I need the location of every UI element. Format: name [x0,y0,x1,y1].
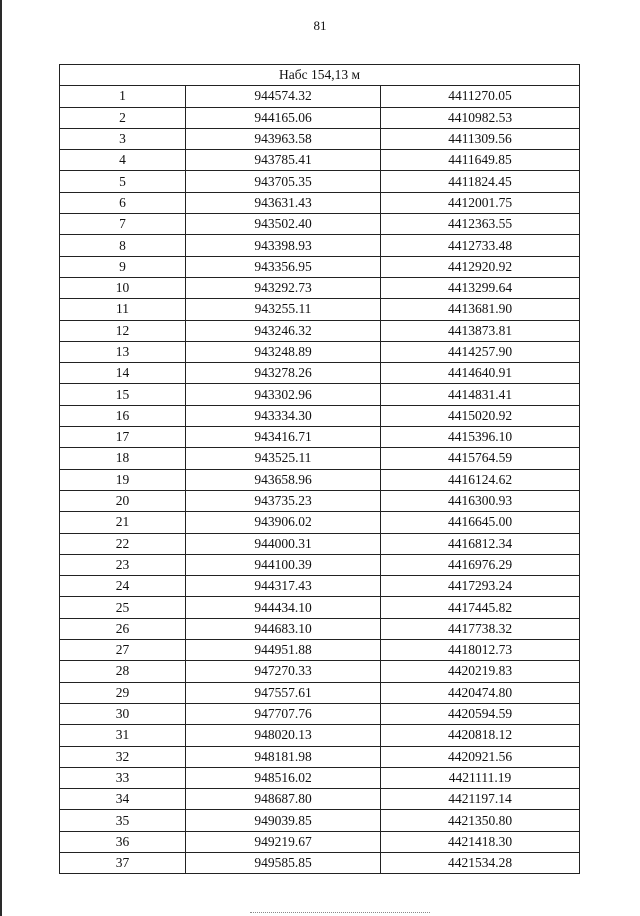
table-row [60,810,580,831]
y-coordinate-cell: 4416124.62 [381,469,580,490]
point-number-cell: 31 [60,725,186,746]
scan-edge-shadow [0,0,2,916]
table-row [60,661,580,682]
x-coordinate-cell: 943278.26 [186,363,381,384]
point-number-cell: 30 [60,703,186,724]
table-row [60,746,580,767]
table-row [60,107,580,128]
x-coordinate-cell: 943302.96 [186,384,381,405]
y-coordinate-cell: 4412001.75 [381,192,580,213]
table-row [60,448,580,469]
point-number-cell: 32 [60,746,186,767]
point-number-cell: 36 [60,831,186,852]
y-coordinate-cell: 4416300.93 [381,490,580,511]
y-coordinate-cell: 4414640.91 [381,363,580,384]
y-coordinate-cell: 4413873.81 [381,320,580,341]
point-number-cell: 2 [60,107,186,128]
y-coordinate-cell: 4417293.24 [381,576,580,597]
table-row [60,171,580,192]
table-row [60,703,580,724]
table-row [60,789,580,810]
x-coordinate-cell: 943292.73 [186,277,381,298]
x-coordinate-cell: 943248.89 [186,341,381,362]
y-coordinate-cell: 4421111.19 [381,767,580,788]
table-body [60,65,580,874]
point-number-cell: 5 [60,171,186,192]
x-coordinate-cell: 944434.10 [186,597,381,618]
y-coordinate-cell: 4411824.45 [381,171,580,192]
point-number-cell: 4 [60,150,186,171]
y-coordinate-cell: 4418012.73 [381,640,580,661]
y-coordinate-cell: 4421197.14 [381,789,580,810]
point-number-cell: 24 [60,576,186,597]
table-row [60,363,580,384]
table-row [60,150,580,171]
x-coordinate-cell: 944000.31 [186,533,381,554]
table-row [60,192,580,213]
point-number-cell: 15 [60,384,186,405]
y-coordinate-cell: 4414257.90 [381,341,580,362]
table-row [60,831,580,852]
y-coordinate-cell: 4421350.80 [381,810,580,831]
x-coordinate-cell: 943631.43 [186,192,381,213]
point-number-cell: 26 [60,618,186,639]
x-coordinate-cell: 948687.80 [186,789,381,810]
table-row [60,597,580,618]
y-coordinate-cell: 4413299.64 [381,277,580,298]
point-number-cell: 10 [60,277,186,298]
x-coordinate-cell: 947707.76 [186,703,381,724]
x-coordinate-cell: 943705.35 [186,171,381,192]
table-row [60,490,580,511]
x-coordinate-cell: 943785.41 [186,150,381,171]
x-coordinate-cell: 944317.43 [186,576,381,597]
point-number-cell: 35 [60,810,186,831]
y-coordinate-cell: 4413681.90 [381,299,580,320]
point-number-cell: 13 [60,341,186,362]
x-coordinate-cell: 943906.02 [186,512,381,533]
point-number-cell: 19 [60,469,186,490]
x-coordinate-cell: 948181.98 [186,746,381,767]
table-row [60,767,580,788]
point-number-cell: 28 [60,661,186,682]
y-coordinate-cell: 4416976.29 [381,554,580,575]
y-coordinate-cell: 4415396.10 [381,427,580,448]
x-coordinate-cell: 943658.96 [186,469,381,490]
x-coordinate-cell: 944165.06 [186,107,381,128]
table-row [60,214,580,235]
point-number-cell: 23 [60,554,186,575]
point-number-cell: 37 [60,852,186,873]
point-number-cell: 27 [60,640,186,661]
x-coordinate-cell: 943398.93 [186,235,381,256]
table-row [60,469,580,490]
x-coordinate-cell: 949039.85 [186,810,381,831]
point-number-cell: 25 [60,597,186,618]
x-coordinate-cell: 944574.32 [186,86,381,107]
table-row [60,512,580,533]
y-coordinate-cell: 4410982.53 [381,107,580,128]
x-coordinate-cell: 947270.33 [186,661,381,682]
table-row [60,299,580,320]
table-row [60,405,580,426]
x-coordinate-cell: 943255.11 [186,299,381,320]
table-row [60,427,580,448]
y-coordinate-cell: 4411309.56 [381,128,580,149]
point-number-cell: 34 [60,789,186,810]
point-number-cell: 16 [60,405,186,426]
table-row [60,384,580,405]
x-coordinate-cell: 943334.30 [186,405,381,426]
y-coordinate-cell: 4417738.32 [381,618,580,639]
table-row [60,256,580,277]
point-number-cell: 14 [60,363,186,384]
y-coordinate-cell: 4420921.56 [381,746,580,767]
table-row [60,640,580,661]
y-coordinate-cell: 4416645.00 [381,512,580,533]
point-number-cell: 9 [60,256,186,277]
y-coordinate-cell: 4420474.80 [381,682,580,703]
point-number-cell: 18 [60,448,186,469]
y-coordinate-cell: 4421534.28 [381,852,580,873]
x-coordinate-cell: 948020.13 [186,725,381,746]
page-number: 81 [313,18,327,33]
y-coordinate-cell: 4415764.59 [381,448,580,469]
x-coordinate-cell: 948516.02 [186,767,381,788]
table-row [60,320,580,341]
y-coordinate-cell: 4417445.82 [381,597,580,618]
table-row [60,277,580,298]
x-coordinate-cell: 943416.71 [186,427,381,448]
table-header-row [60,65,580,86]
y-coordinate-cell: 4420594.59 [381,703,580,724]
point-number-cell: 1 [60,86,186,107]
table-row [60,682,580,703]
y-coordinate-cell: 4411649.85 [381,150,580,171]
table-row [60,86,580,107]
x-coordinate-cell: 943963.58 [186,128,381,149]
y-coordinate-cell: 4414831.41 [381,384,580,405]
x-coordinate-cell: 949219.67 [186,831,381,852]
point-number-cell: 7 [60,214,186,235]
y-coordinate-cell: 4412363.55 [381,214,580,235]
point-number-cell: 33 [60,767,186,788]
table-row [60,576,580,597]
y-coordinate-cell: 4416812.34 [381,533,580,554]
x-coordinate-cell: 943246.32 [186,320,381,341]
point-number-cell: 6 [60,192,186,213]
table-row [60,533,580,554]
coordinates-table [59,64,580,874]
y-coordinate-cell: 4412920.92 [381,256,580,277]
y-coordinate-cell: 4411270.05 [381,86,580,107]
y-coordinate-cell: 4420219.83 [381,661,580,682]
table-row [60,128,580,149]
table-row [60,618,580,639]
table-header-cell: Набс 154,13 м [60,65,580,86]
x-coordinate-cell: 949585.85 [186,852,381,873]
y-coordinate-cell: 4420818.12 [381,725,580,746]
x-coordinate-cell: 943502.40 [186,214,381,235]
point-number-cell: 11 [60,299,186,320]
scan-artifact-line [250,912,430,914]
point-number-cell: 20 [60,490,186,511]
point-number-cell: 17 [60,427,186,448]
table-row [60,725,580,746]
x-coordinate-cell: 947557.61 [186,682,381,703]
point-number-cell: 12 [60,320,186,341]
point-number-cell: 8 [60,235,186,256]
x-coordinate-cell: 944100.39 [186,554,381,575]
point-number-cell: 22 [60,533,186,554]
table-row [60,554,580,575]
point-number-cell: 29 [60,682,186,703]
x-coordinate-cell: 943735.23 [186,490,381,511]
table-row [60,852,580,873]
point-number-cell: 21 [60,512,186,533]
y-coordinate-cell: 4415020.92 [381,405,580,426]
table-row [60,341,580,362]
x-coordinate-cell: 943356.95 [186,256,381,277]
point-number-cell: 3 [60,128,186,149]
table-row [60,235,580,256]
x-coordinate-cell: 944951.88 [186,640,381,661]
x-coordinate-cell: 944683.10 [186,618,381,639]
y-coordinate-cell: 4412733.48 [381,235,580,256]
x-coordinate-cell: 943525.11 [186,448,381,469]
y-coordinate-cell: 4421418.30 [381,831,580,852]
